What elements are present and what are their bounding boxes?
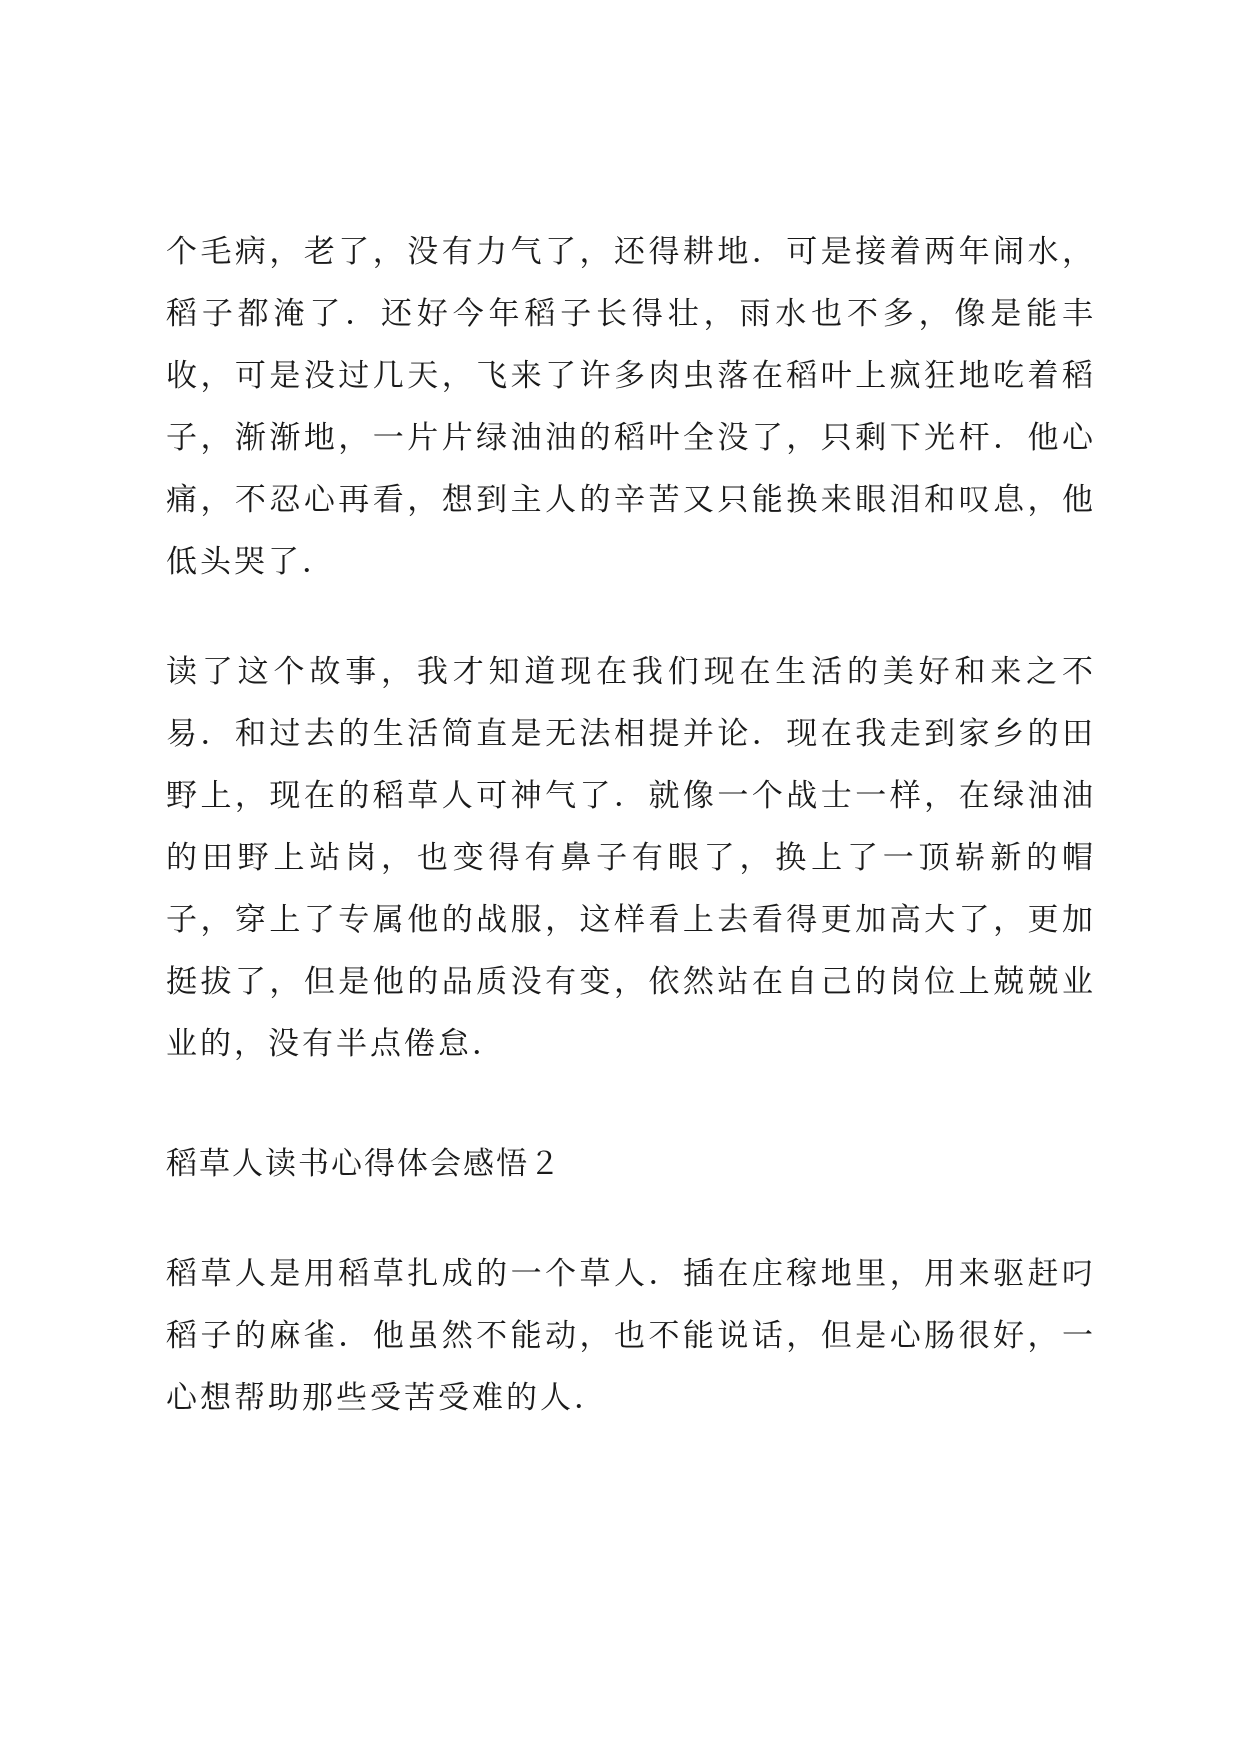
paragraph-reflection: 读了这个故事，我才知道现在我们现在生活的美好和来之不易．和过去的生活简直是无法相提并论．现在我走到家乡的田野上，现在的稻草人可神气了．就像一个战士一样，在绿油油的田野上站岗，也变得有鼻子有眼了，换上了一顶崭新的帽子，穿上了专属他的战服，这样看上去看得更加高大了，更加挺拔了，但是他的品质没有变，依然站在自己的岗位上兢兢业业的，没有半点倦怠． xyxy=(166,654,1096,1062)
section-heading: 稻草人读书心得体会感悟２ xyxy=(166,1146,562,1182)
paragraph-continuation: 个毛病，老了，没有力气了，还得耕地．可是接着两年闹水，稻子都淹了．还好今年稻子长得壮，雨水也不多，像是能丰收，可是没过几天，飞来了许多肉虫落在稻叶上疯狂地吃着稻子，渐渐地，一片片绿油油的稻叶全没了，只剩下光杆．他心痛，不忍心再看，想到主人的辛苦又只能换来眼泪和叹息，他低头哭了． xyxy=(166,234,1096,580)
paragraph-section-intro: 稻草人是用稻草扎成的一个草人．插在庄稼地里，用来驱赶叼稻子的麻雀．他虽然不能动，也不能说话，但是心肠很好，一心想帮助那些受苦受难的人． xyxy=(166,1256,1096,1416)
